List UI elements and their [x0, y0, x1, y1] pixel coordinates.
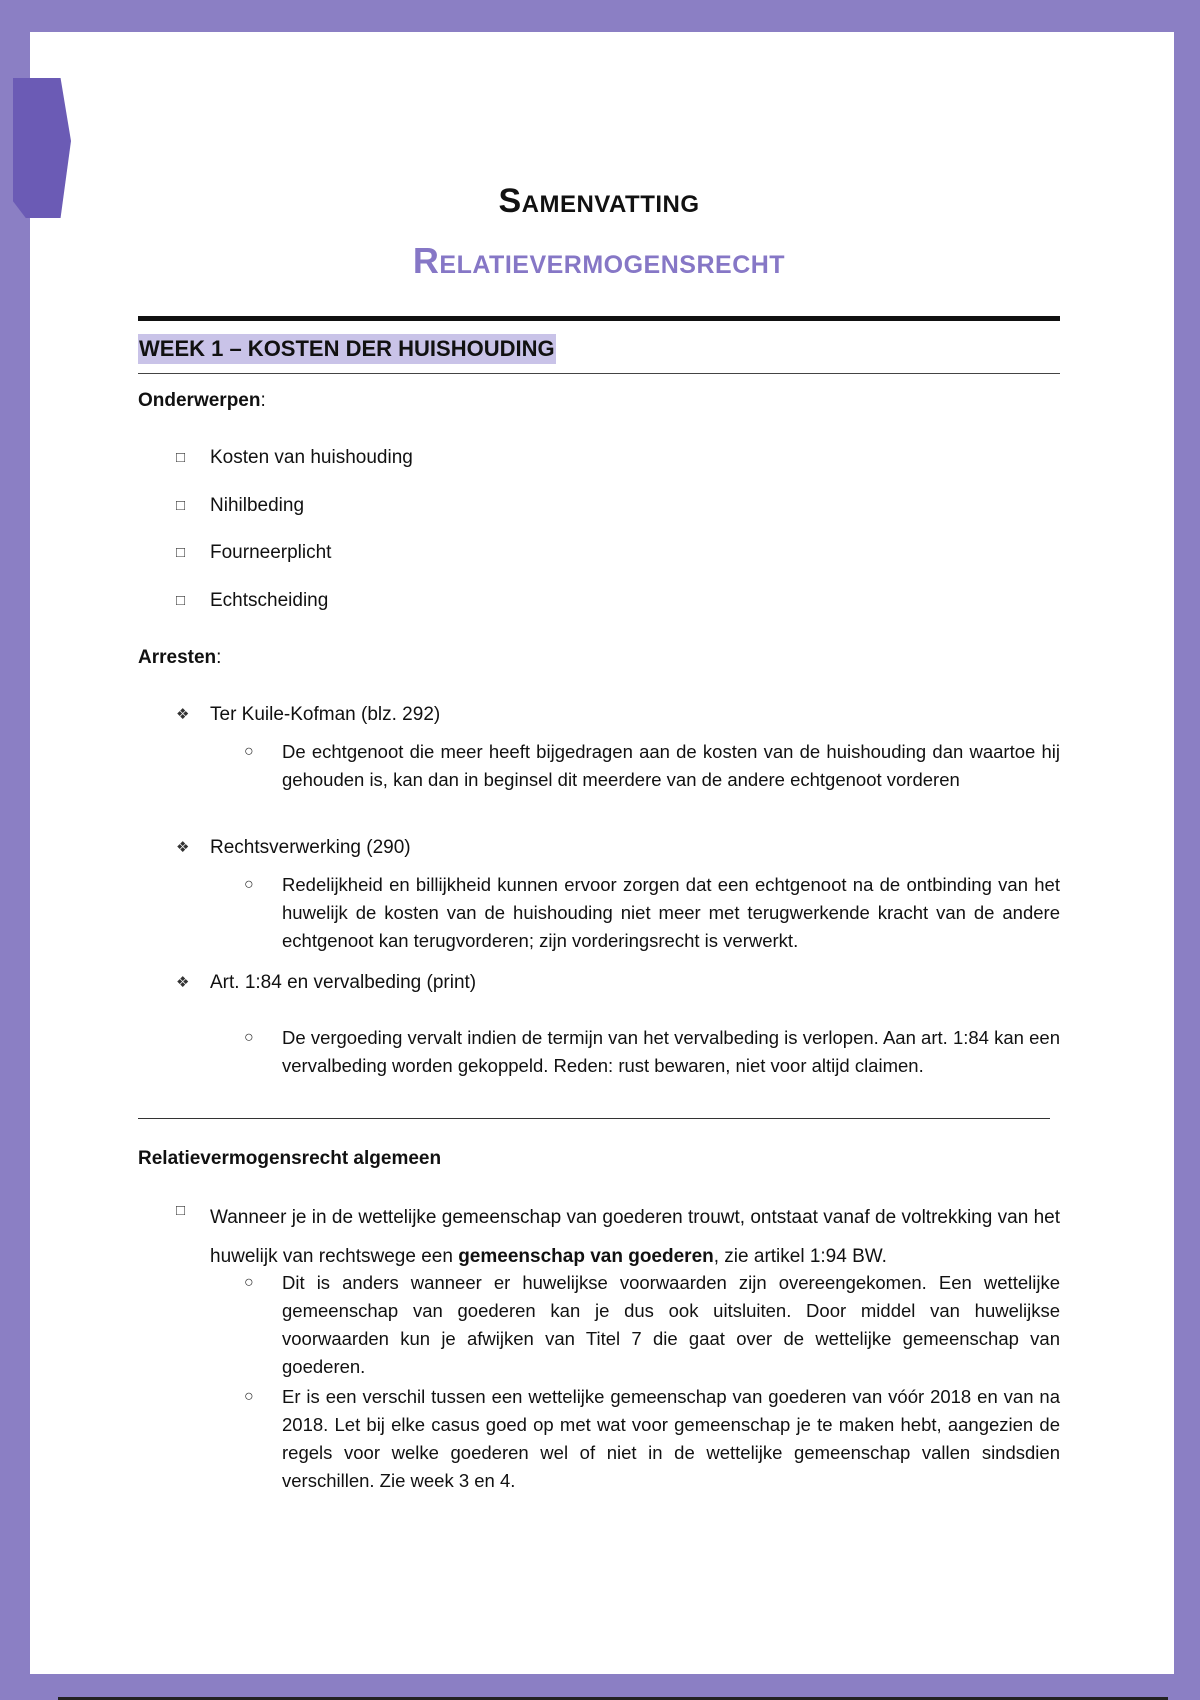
heading-underline: [138, 373, 1060, 374]
document-subtitle: Relatievermogensrecht: [412, 240, 786, 281]
checkbox-bullet-icon: □: [176, 497, 186, 514]
circle-bullet-icon: ○: [244, 1029, 254, 1046]
circle-bullet-icon: ○: [244, 743, 254, 760]
section-divider: [138, 1118, 1050, 1119]
checkbox-bullet-icon: □: [176, 592, 186, 609]
week1-heading: WEEK 1 – KOSTEN DER HUISHOUDING: [138, 334, 556, 364]
checkbox-bullet-icon: □: [176, 449, 186, 466]
bookmark-tab: [13, 78, 71, 218]
checkbox-bullet-icon: □: [176, 544, 186, 561]
diamond-bullet-icon: ❖: [176, 706, 190, 723]
diamond-bullet-icon: ❖: [176, 974, 190, 991]
title-divider: [138, 316, 1060, 321]
cases-label: Arresten:: [138, 647, 222, 668]
circle-bullet-icon: ○: [244, 1274, 254, 1291]
document-title: Samenvatting: [498, 182, 700, 220]
general-heading: Relatievermogensrecht algemeen: [138, 1148, 442, 1169]
checkbox-bullet-icon: □: [176, 1202, 186, 1219]
circle-bullet-icon: ○: [244, 1388, 254, 1405]
document-page: Samenvatting Relatievermogensrecht WEEK 1 – KOSTEN DER HUISHOUDING Onderwerpen: □ Kosten van huishouding □ Nihilbeding □ Fourneerplicht □ Echtscheiding Arresten: ❖ Ter Kuile-Kofman (blz. 292) ○ De echtgenoot die meer heeft bijgedragen aan de kosten van de huishouding dan waartoe hij gehouden is, kan dan in beginsel dit meerdere van de andere echtgenoot vorderen ❖ Rechtsverwerking (290) ○ Redelijkheid en billijkheid kunnen ervoor zorgen dat een echtgenoot na de ontbinding van het huwelijk de kosten van de huishouding niet meer met terugwerkende kracht van de andere echtgenoot kan terugvorderen; zijn vorderingsrecht is verwerkt. ❖ Art. 1:84 en vervalbeding (print) ○ De vergoeding vervalt indien de termijn van het vervalbeding is verlopen. Aan art. 1:84 kan een vervalbeding worden gekoppeld. Reden: rust bewaren, niet voor altijd claimen. Relatievermogensrecht algemeen □ Wanneer je in de wettelijke gemeenschap van goederen trouwt, ontstaat vanaf de voltrekking van het huwelijk van rechtswege een gemeenschap van goederen, zie artikel 1:94 BW. ○ Dit is anders wanneer er huwelijkse voorwaarden zijn overeengekomen. Een wettelijke gemeenschap van goederen kan je dus ook uitsluiten. Door middel van huwelijkse voorwaarden kun je afwijken van Titel 7 die gaat over de wettelijke gemeenschap van goederen. ○ Er is een verschil tussen een wettelijke gemeenschap van goederen van vóór 2018 en van na 2018. Let bij elke casus goed op met wat voor gemeenschap je te maken hebt, aangezien de regels voor welke goederen wel of niet in de wettelijke gemeenschap vallen sindsdien verschillen. Zie week 3 en 4.: [30, 32, 1174, 1674]
diamond-bullet-icon: ❖: [176, 839, 190, 856]
topics-label: Onderwerpen:: [138, 390, 266, 411]
circle-bullet-icon: ○: [244, 876, 254, 893]
